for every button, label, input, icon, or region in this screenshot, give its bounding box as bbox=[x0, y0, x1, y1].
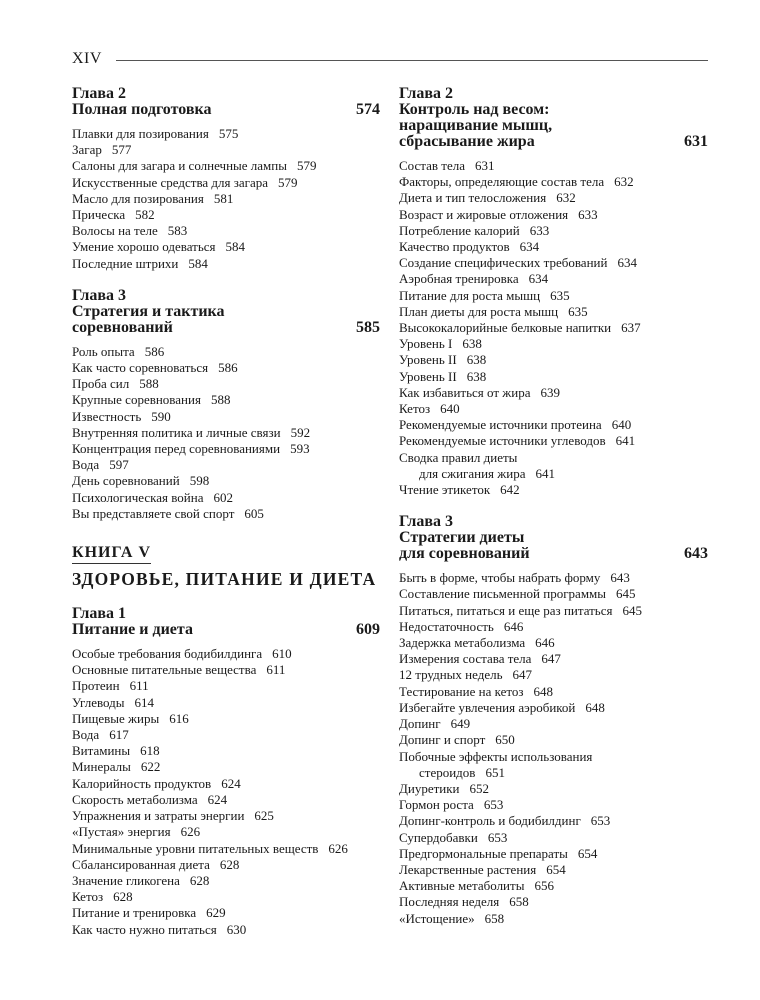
toc-entry[interactable] bbox=[399, 336, 708, 352]
chapter-page-number: 631 bbox=[684, 133, 708, 150]
entry-title: 12 трудных недель bbox=[399, 667, 503, 683]
toc-entry[interactable] bbox=[399, 271, 708, 287]
chapter-entries bbox=[72, 344, 380, 522]
toc-entry[interactable] bbox=[399, 158, 708, 174]
toc-entry[interactable] bbox=[399, 207, 708, 223]
entry-page: 645 bbox=[616, 586, 636, 602]
entry-title: Как часто нужно питаться bbox=[72, 921, 217, 937]
entry-title: Внутренняя политика и личные связи bbox=[72, 424, 281, 440]
entry-page: 618 bbox=[140, 743, 160, 759]
chapter-page-number: 643 bbox=[684, 545, 708, 563]
entry-title: Волосы на теле bbox=[72, 223, 158, 239]
toc-entry[interactable] bbox=[72, 126, 380, 142]
toc-entry[interactable] bbox=[399, 586, 708, 602]
entry-title: Вода bbox=[72, 457, 100, 473]
entry-page: 598 bbox=[189, 473, 210, 489]
entry-title: Питаться, питаться и еще раз питаться bbox=[399, 602, 613, 618]
entry-page: 653 bbox=[590, 813, 611, 829]
entry-title: Прическа bbox=[72, 207, 126, 223]
toc-entry[interactable] bbox=[72, 425, 380, 441]
entry-title: Кетоз bbox=[72, 889, 104, 905]
entry-page: 658 bbox=[484, 910, 505, 926]
entry-title: Рекомендуемые источники углеводов bbox=[399, 433, 606, 449]
entry-page: 647 bbox=[541, 651, 561, 667]
toc-entry[interactable] bbox=[399, 619, 708, 635]
entry-page: 631 bbox=[474, 158, 495, 173]
toc-entry[interactable] bbox=[72, 711, 380, 727]
book-heading bbox=[72, 544, 380, 590]
entry-page: 611 bbox=[266, 662, 286, 678]
chapter-entries bbox=[72, 646, 380, 938]
toc-entry[interactable] bbox=[72, 857, 380, 873]
toc-entry[interactable] bbox=[399, 570, 708, 586]
toc-entry[interactable] bbox=[72, 239, 380, 255]
toc-entry[interactable] bbox=[399, 482, 708, 498]
chapter-page-number: 609 bbox=[356, 621, 380, 639]
entry-page: 577 bbox=[111, 142, 132, 158]
entry-title: Тестирование на кетоз bbox=[399, 683, 524, 699]
chapter-title bbox=[72, 622, 380, 638]
entry-title: Питание и тренировка bbox=[72, 905, 197, 921]
entry-page: 622 bbox=[140, 759, 161, 775]
entry-title: Пищевые жиры bbox=[72, 710, 160, 726]
toc-entry[interactable] bbox=[72, 175, 380, 191]
chapter-heading bbox=[399, 86, 708, 150]
chapter-label: Глава 3 bbox=[72, 286, 126, 304]
entry-title: Загар bbox=[72, 142, 102, 158]
entry-page: 641 bbox=[535, 465, 555, 481]
toc-entry[interactable] bbox=[399, 385, 708, 401]
toc-entry[interactable] bbox=[399, 223, 708, 239]
entry-page: 616 bbox=[169, 710, 189, 726]
toc-entry[interactable] bbox=[72, 727, 380, 743]
entry-title: Допинг и спорт bbox=[399, 732, 486, 748]
entry-page: 648 bbox=[533, 683, 554, 699]
entry-title: Диуретики bbox=[399, 780, 460, 796]
entry-page: 654 bbox=[546, 861, 566, 877]
entry-title: Чтение этикеток bbox=[399, 482, 491, 498]
entry-title: Вы представляете свой спорт bbox=[72, 505, 235, 521]
toc-column-right bbox=[399, 86, 708, 943]
entry-page: 656 bbox=[534, 878, 554, 894]
toc-entry[interactable] bbox=[72, 360, 380, 376]
entry-title: Вода bbox=[72, 727, 100, 743]
entry-title: Составление письменной программы bbox=[399, 586, 607, 602]
entry-page: 658 bbox=[509, 894, 529, 910]
entry-title: Протеин bbox=[72, 678, 120, 694]
book-title: ЗДОРОВЬЕ, ПИТАНИЕ И ДИЕТА bbox=[72, 569, 377, 590]
entry-page: 605 bbox=[244, 505, 264, 521]
entry-title: Избегайте увлечения аэробикой bbox=[399, 699, 576, 715]
toc-entry[interactable] bbox=[399, 635, 708, 651]
chapter-title-line: для соревнований bbox=[399, 545, 530, 563]
toc-entry[interactable] bbox=[399, 830, 708, 846]
entry-page: 590 bbox=[151, 408, 171, 424]
book-label: КНИГА V bbox=[72, 544, 151, 564]
entry-page: 633 bbox=[529, 222, 550, 238]
entry-title: Как избавиться от жира bbox=[399, 384, 531, 400]
entry-title: Качество продуктов bbox=[399, 239, 510, 255]
toc-entry[interactable] bbox=[399, 781, 708, 797]
toc-entry[interactable] bbox=[72, 792, 380, 808]
toc-entry-continuation[interactable] bbox=[399, 466, 708, 482]
toc-entry[interactable] bbox=[399, 700, 708, 716]
entry-page: 652 bbox=[469, 780, 490, 796]
entry-title: Активные метаболиты bbox=[399, 878, 525, 894]
entry-title: Известность bbox=[72, 408, 142, 424]
entry-page: 610 bbox=[272, 646, 292, 662]
entry-title: Побочные эффекты использования bbox=[399, 748, 593, 764]
entry-page: 635 bbox=[550, 287, 570, 303]
toc-entry[interactable] bbox=[399, 450, 708, 466]
toc-entry[interactable] bbox=[399, 862, 708, 878]
entry-page: 638 bbox=[462, 336, 482, 352]
entry-title: День соревнований bbox=[72, 473, 180, 489]
entry-page: 617 bbox=[109, 727, 129, 743]
entry-title: Салоны для загара и солнечные лампы bbox=[72, 158, 287, 174]
entry-page: 628 bbox=[113, 889, 133, 905]
chapter-title-line: сбрасывание жира bbox=[399, 133, 535, 150]
toc-entry[interactable] bbox=[399, 603, 708, 619]
entry-page: 634 bbox=[617, 255, 637, 271]
entry-title: Диета и тип телосложения bbox=[399, 190, 547, 206]
entry-title: Скорость метаболизма bbox=[72, 791, 198, 807]
entry-title: Аэробная тренировка bbox=[399, 271, 519, 287]
entry-page: 588 bbox=[139, 376, 159, 392]
entry-page: 640 bbox=[440, 401, 460, 417]
toc-entry[interactable] bbox=[399, 417, 708, 433]
entry-page: 647 bbox=[512, 667, 533, 683]
toc-entry[interactable] bbox=[72, 142, 380, 158]
toc-entry[interactable] bbox=[399, 732, 708, 748]
entry-page: 592 bbox=[290, 424, 311, 440]
entry-page: 650 bbox=[495, 732, 515, 748]
toc-entry[interactable] bbox=[72, 376, 380, 392]
entry-title: стероидов bbox=[419, 764, 476, 780]
entry-page: 651 bbox=[485, 764, 505, 780]
toc-entry[interactable] bbox=[72, 678, 380, 694]
entry-title: Допинг bbox=[399, 716, 441, 732]
toc-entry[interactable] bbox=[399, 190, 708, 206]
toc-entry[interactable] bbox=[399, 304, 708, 320]
toc-entry[interactable] bbox=[399, 749, 708, 765]
entry-title: Психологическая война bbox=[72, 489, 204, 505]
chapter-title-line: наращивание мышц, bbox=[399, 117, 553, 134]
entry-title: Последняя неделя bbox=[399, 894, 500, 910]
entry-page: 653 bbox=[483, 797, 504, 813]
chapter-label: Глава 1 bbox=[72, 605, 126, 623]
entry-title: Умение хорошо одеваться bbox=[72, 239, 216, 255]
toc-column-left bbox=[72, 86, 380, 954]
toc-entry[interactable] bbox=[72, 646, 380, 662]
entry-title: Создание специфических требований bbox=[399, 255, 608, 271]
entry-title: Роль опыта bbox=[72, 343, 135, 359]
toc-entry[interactable] bbox=[399, 651, 708, 667]
chapter-entries bbox=[399, 570, 708, 926]
entry-title: Сбалансированная диета bbox=[72, 856, 210, 872]
entry-page: 597 bbox=[109, 457, 129, 473]
entry-title: Последние штрихи bbox=[72, 255, 179, 271]
entry-title: Значение гликогена bbox=[72, 872, 180, 888]
toc-entry[interactable] bbox=[399, 174, 708, 190]
entry-page: 625 bbox=[254, 808, 274, 824]
entry-page: 649 bbox=[450, 716, 471, 732]
entry-page: 642 bbox=[500, 482, 520, 498]
toc-entry[interactable] bbox=[399, 846, 708, 862]
entry-title: Задержка метаболизма bbox=[399, 635, 526, 651]
entry-title: Кетоз bbox=[399, 401, 431, 417]
entry-title: Углеводы bbox=[72, 694, 125, 710]
toc-entry[interactable] bbox=[399, 813, 708, 829]
entry-title: Сводка правил диеты bbox=[399, 449, 518, 465]
entry-page: 646 bbox=[503, 618, 524, 634]
entry-title: Уровень II bbox=[399, 368, 457, 384]
toc-entry[interactable] bbox=[72, 158, 380, 174]
entry-page: 624 bbox=[207, 791, 228, 807]
chapter-entries bbox=[72, 126, 380, 272]
chapter-title bbox=[399, 530, 708, 562]
entry-page: 602 bbox=[213, 489, 233, 505]
chapter-entries bbox=[399, 158, 708, 498]
entry-title: Основные питательные вещества bbox=[72, 662, 257, 678]
entry-title: Уровень II bbox=[399, 352, 457, 368]
toc-entry[interactable] bbox=[72, 824, 380, 840]
chapter-title-line: Питание и диета bbox=[72, 621, 193, 639]
entry-page: 630 bbox=[226, 921, 247, 937]
toc-entry[interactable] bbox=[399, 667, 708, 683]
entry-title: Упражнения и затраты энергии bbox=[72, 808, 245, 824]
toc-entry[interactable] bbox=[72, 662, 380, 678]
entry-title: Питание для роста мышц bbox=[399, 287, 541, 303]
page-number: XIV bbox=[72, 50, 102, 67]
entry-page: 628 bbox=[219, 856, 240, 872]
toc-entry[interactable] bbox=[72, 441, 380, 457]
entry-title: Гормон роста bbox=[399, 797, 474, 813]
chapter-heading bbox=[72, 606, 380, 638]
toc-entry[interactable] bbox=[72, 344, 380, 360]
chapter-title-line: соревнований bbox=[72, 318, 173, 336]
chapter-label: Глава 2 bbox=[399, 85, 453, 102]
entry-title: Минимальные уровни питательных веществ bbox=[72, 840, 319, 856]
chapter-section bbox=[72, 86, 380, 272]
entry-page: 624 bbox=[221, 775, 241, 791]
entry-page: 634 bbox=[519, 239, 540, 255]
toc-entry[interactable] bbox=[72, 457, 380, 473]
entry-title: Витамины bbox=[72, 743, 131, 759]
toc-entry[interactable] bbox=[399, 433, 708, 449]
entry-page: 626 bbox=[180, 824, 201, 840]
entry-page: 632 bbox=[614, 174, 634, 190]
toc-entry[interactable] bbox=[72, 256, 380, 272]
chapter-section bbox=[72, 288, 380, 522]
toc-entry[interactable] bbox=[72, 695, 380, 711]
chapter-title-line: Стратегия и тактика bbox=[72, 302, 225, 320]
entry-page: 635 bbox=[568, 303, 588, 319]
toc-entry[interactable] bbox=[72, 409, 380, 425]
toc-entry[interactable] bbox=[72, 808, 380, 824]
entry-title: Потребление калорий bbox=[399, 222, 520, 238]
toc-entry[interactable] bbox=[399, 911, 708, 927]
chapter-section bbox=[72, 606, 380, 938]
entry-title: Лекарственные растения bbox=[399, 861, 537, 877]
toc-entry[interactable] bbox=[399, 320, 708, 336]
entry-page: 584 bbox=[188, 255, 208, 271]
entry-page: 579 bbox=[296, 158, 317, 174]
entry-page: 588 bbox=[210, 392, 231, 408]
entry-page: 581 bbox=[213, 190, 234, 206]
toc-entry[interactable] bbox=[72, 490, 380, 506]
toc-entry[interactable] bbox=[72, 473, 380, 489]
toc-entry[interactable] bbox=[399, 716, 708, 732]
toc-entry[interactable] bbox=[72, 889, 380, 905]
toc-entry[interactable] bbox=[72, 841, 380, 857]
entry-title: «Истощение» bbox=[399, 910, 475, 926]
entry-page: 593 bbox=[290, 441, 310, 457]
entry-page: 634 bbox=[528, 271, 549, 287]
entry-title: Факторы, определяющие состав тела bbox=[399, 174, 605, 190]
chapter-label: Глава 3 bbox=[399, 513, 453, 531]
chapter-title bbox=[399, 102, 708, 150]
entry-title: Концентрация перед соревнованиями bbox=[72, 441, 281, 457]
entry-page: 645 bbox=[622, 602, 642, 618]
toc-entry[interactable] bbox=[72, 743, 380, 759]
entry-title: Минералы bbox=[72, 759, 131, 775]
entry-title: Уровень I bbox=[399, 336, 453, 352]
toc-entry[interactable] bbox=[399, 797, 708, 813]
header-rule bbox=[116, 60, 708, 61]
entry-title: Недостаточность bbox=[399, 618, 494, 634]
entry-page: 629 bbox=[206, 905, 226, 921]
entry-page: 637 bbox=[621, 320, 641, 336]
entry-page: 648 bbox=[585, 699, 605, 715]
entry-page: 586 bbox=[144, 343, 165, 359]
chapter-heading bbox=[72, 86, 380, 118]
entry-page: 632 bbox=[556, 190, 576, 206]
toc-entry[interactable] bbox=[72, 392, 380, 408]
chapter-title-line: Полная подготовка bbox=[72, 101, 212, 118]
entry-page: 638 bbox=[466, 352, 487, 368]
entry-title: Как часто соревноваться bbox=[72, 360, 209, 376]
entry-page: 654 bbox=[577, 845, 598, 861]
page-header bbox=[72, 50, 708, 72]
entry-title: Предгормональные препараты bbox=[399, 845, 568, 861]
toc-entry[interactable] bbox=[72, 905, 380, 921]
entry-page: 626 bbox=[328, 840, 348, 856]
entry-title: Быть в форме, чтобы набрать форму bbox=[399, 570, 601, 586]
toc-entry[interactable] bbox=[72, 759, 380, 775]
entry-title: Возраст и жировые отложения bbox=[399, 206, 569, 222]
entry-title: Состав тела bbox=[399, 158, 465, 173]
entry-page: 646 bbox=[535, 635, 555, 651]
entry-title: Допинг-контроль и бодибилдинг bbox=[399, 813, 581, 829]
entry-page: 640 bbox=[611, 417, 632, 433]
entry-title: Калорийность продуктов bbox=[72, 775, 212, 791]
toc-entry[interactable] bbox=[72, 922, 380, 938]
toc-entry[interactable] bbox=[399, 239, 708, 255]
entry-title: «Пустая» энергия bbox=[72, 824, 171, 840]
entry-page: 628 bbox=[189, 872, 210, 888]
chapter-title bbox=[72, 102, 380, 118]
entry-page: 579 bbox=[278, 174, 298, 190]
toc-entry[interactable] bbox=[399, 288, 708, 304]
entry-title: для сжигания жира bbox=[419, 465, 526, 481]
entry-title: Супердобавки bbox=[399, 829, 478, 845]
toc-entry[interactable] bbox=[399, 352, 708, 368]
chapter-title-line: Контроль над весом: bbox=[399, 101, 550, 118]
entry-title: Искусственные средства для загара bbox=[72, 174, 269, 190]
toc-entry[interactable] bbox=[399, 369, 708, 385]
chapter-heading bbox=[72, 288, 380, 336]
chapter-heading bbox=[399, 514, 708, 562]
entry-page: 641 bbox=[615, 433, 636, 449]
entry-title: Высококалорийные белковые напитки bbox=[399, 320, 612, 336]
entry-page: 653 bbox=[487, 829, 508, 845]
chapter-label: Глава 2 bbox=[72, 85, 126, 102]
chapter-title-line: Стратегии диеты bbox=[399, 529, 525, 547]
toc-entry[interactable] bbox=[399, 401, 708, 417]
entry-title: Проба сил bbox=[72, 376, 130, 392]
entry-title: Рекомендуемые источники протеина bbox=[399, 417, 602, 433]
toc-entry[interactable] bbox=[399, 684, 708, 700]
toc-entry-continuation[interactable] bbox=[399, 765, 708, 781]
entry-title: Измерения состава тела bbox=[399, 651, 532, 667]
toc-entry[interactable] bbox=[72, 873, 380, 889]
entry-page: 639 bbox=[540, 384, 560, 400]
toc-entry[interactable] bbox=[399, 255, 708, 271]
toc-entry[interactable] bbox=[399, 894, 708, 910]
entry-page: 583 bbox=[167, 223, 188, 239]
chapter-page-number: 574 bbox=[356, 101, 380, 118]
toc-entry[interactable] bbox=[399, 878, 708, 894]
entry-title: Плавки для позирования bbox=[72, 126, 209, 141]
toc-entry[interactable] bbox=[72, 207, 380, 223]
entry-page: 611 bbox=[129, 678, 149, 694]
entry-page: 633 bbox=[578, 206, 598, 222]
entry-page: 575 bbox=[218, 126, 239, 141]
toc-entry[interactable] bbox=[72, 223, 380, 239]
entry-page: 586 bbox=[218, 360, 238, 376]
entry-title: Особые требования бодибилдинга bbox=[72, 646, 263, 662]
entry-title: План диеты для роста мышц bbox=[399, 303, 559, 319]
entry-page: 614 bbox=[134, 694, 155, 710]
toc-entry[interactable] bbox=[72, 776, 380, 792]
toc-entry[interactable] bbox=[72, 191, 380, 207]
chapter-section bbox=[399, 514, 708, 926]
toc-entry[interactable] bbox=[72, 506, 380, 522]
entry-page: 582 bbox=[135, 207, 155, 223]
entry-page: 584 bbox=[225, 239, 246, 255]
entry-page: 643 bbox=[610, 570, 630, 586]
entry-title: Масло для позирования bbox=[72, 190, 204, 206]
entry-page: 638 bbox=[466, 368, 487, 384]
chapter-title bbox=[72, 304, 380, 336]
chapter-section bbox=[399, 86, 708, 498]
entry-title: Крупные соревнования bbox=[72, 392, 201, 408]
chapter-page-number: 585 bbox=[356, 318, 380, 336]
